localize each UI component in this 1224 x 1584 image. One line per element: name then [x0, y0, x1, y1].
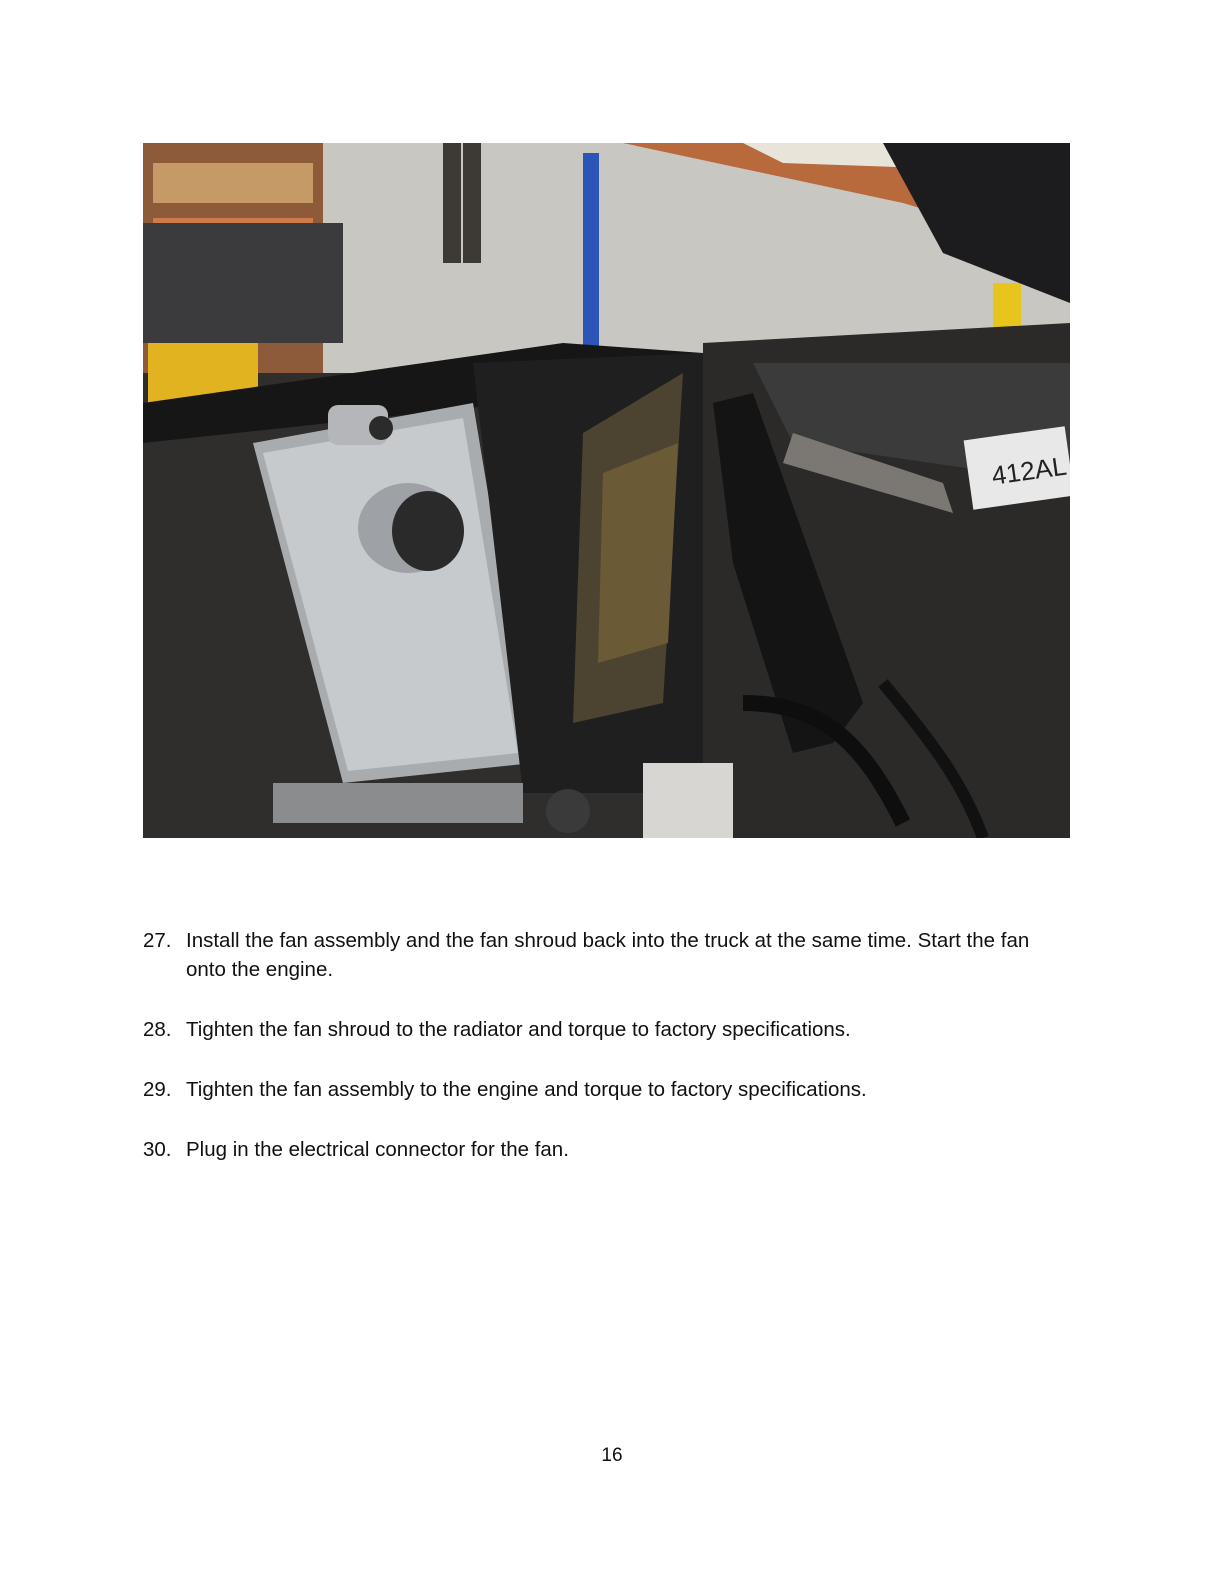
sticker-label: 412AL — [989, 450, 1069, 491]
step-number: 28. — [143, 1018, 172, 1041]
list-item — [143, 1135, 1073, 1164]
instruction-steps — [143, 926, 1073, 1195]
engine-bay-illustration — [143, 143, 1070, 838]
list-item — [143, 1015, 1073, 1044]
step-text: Install the fan assembly and the fan shroud back into the truck at the same time. Start the fan onto the engine. — [186, 929, 1030, 981]
step-text: Tighten the fan shroud to the radiator and torque to factory specifications. — [186, 1018, 851, 1041]
step-text: Plug in the electrical connector for the fan. — [186, 1138, 569, 1161]
step-number: 27. — [143, 929, 172, 952]
list-item — [143, 926, 1073, 984]
list-item — [143, 1075, 1073, 1104]
step-number: 29. — [143, 1078, 172, 1101]
engine-bay-photo — [143, 143, 1070, 838]
page-number: 16 — [601, 1445, 623, 1466]
step-number: 30. — [143, 1138, 172, 1161]
step-text: Tighten the fan assembly to the engine and torque to factory specifications. — [186, 1078, 867, 1101]
